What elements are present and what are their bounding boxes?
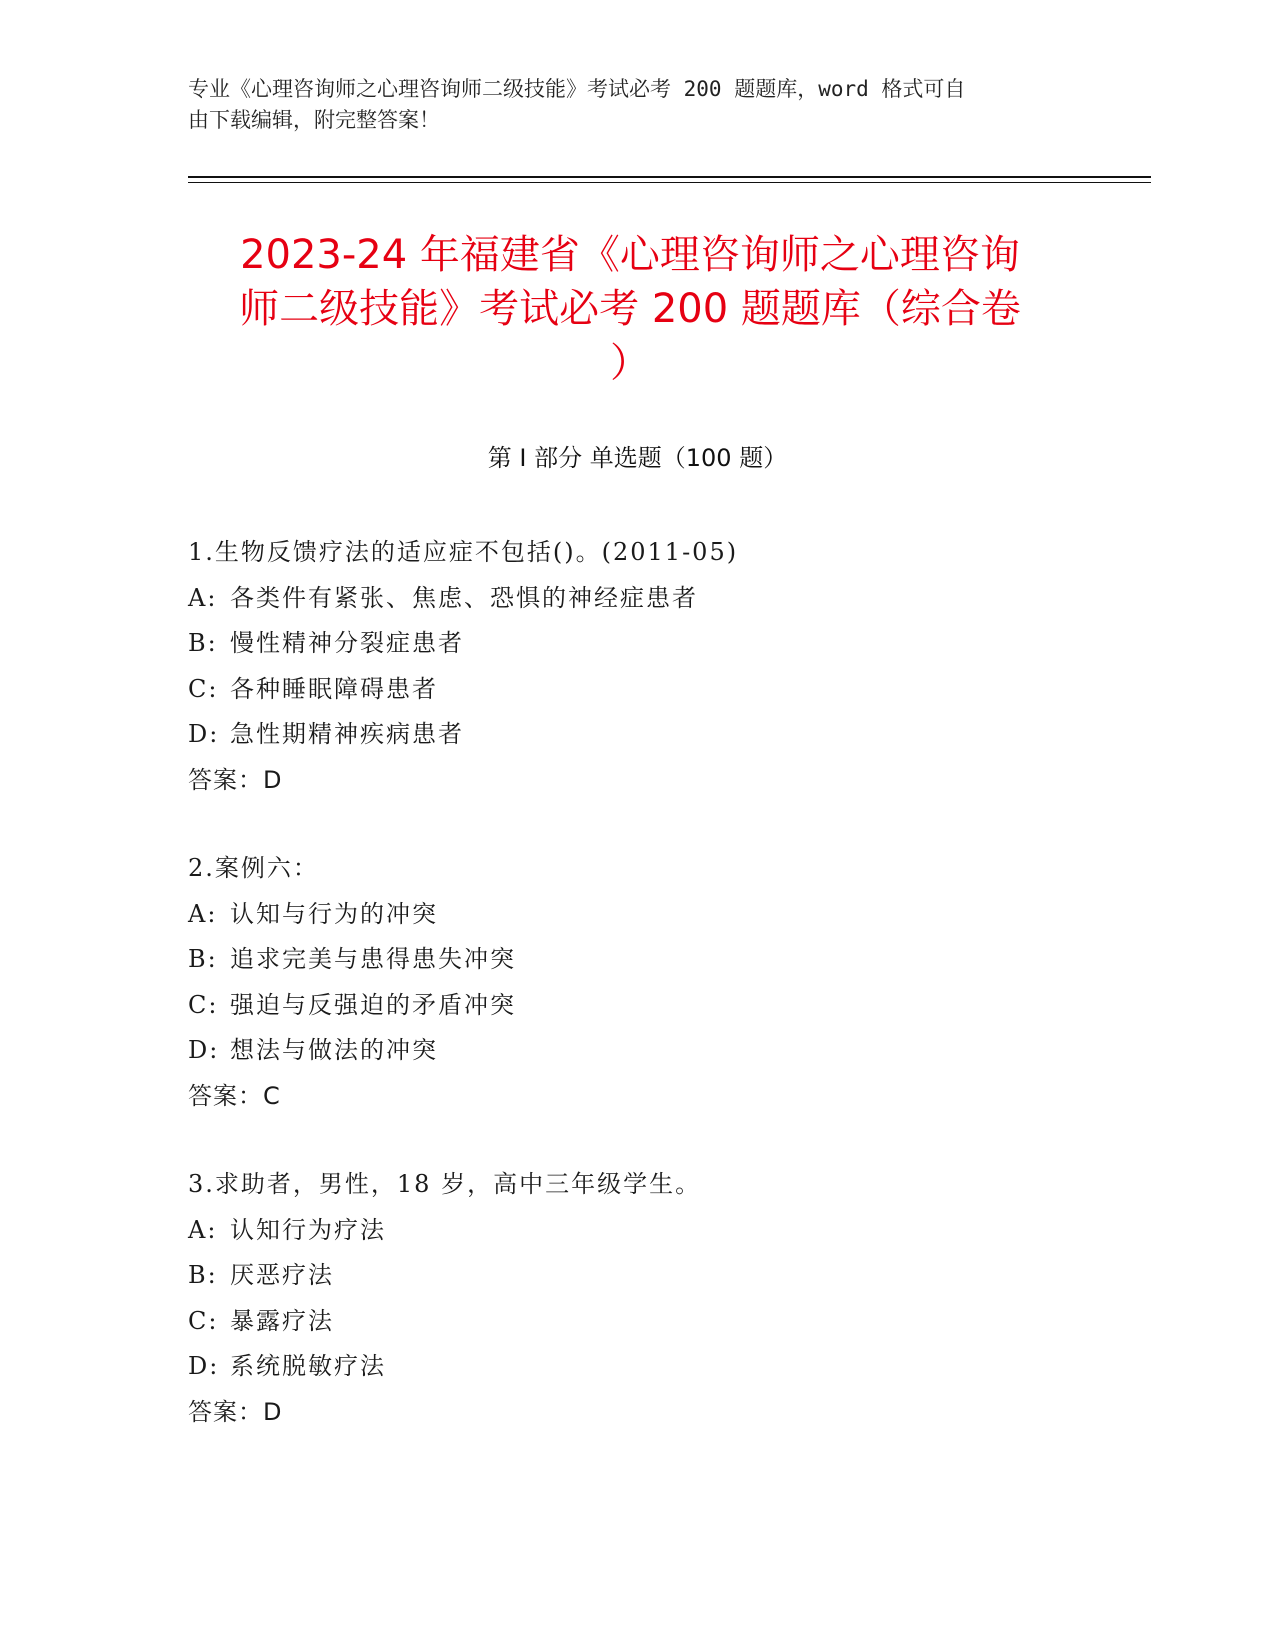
option-c (188, 983, 1088, 1029)
option-a (188, 1208, 1088, 1254)
option-text: 暴露疗法 (230, 1306, 334, 1335)
question-stem: 1.生物反馈疗法的适应症不包括()。(2011-05) (188, 538, 739, 566)
question-list (188, 530, 1088, 1478)
option-text: 想法与做法的冲突 (230, 1036, 438, 1064)
title-line-3: ） (610, 340, 650, 386)
option-letter: D: (188, 1036, 220, 1064)
question-3 (188, 1162, 1088, 1435)
question-stem: 2.案例六： (188, 854, 319, 882)
option-c (188, 1299, 1088, 1345)
option-a (188, 576, 1088, 622)
section-heading: 第 I 部分 单选题（100 题） (487, 444, 788, 472)
option-d (188, 712, 1088, 758)
option-text: 各种睡眠障碍患者 (230, 674, 438, 703)
option-letter: C: (188, 1306, 219, 1335)
header-rule-thin (188, 182, 1151, 183)
option-text: 各类件有紧张、焦虑、恐惧的神经症患者 (230, 583, 698, 612)
option-letter: D: (188, 720, 220, 748)
option-letter: B: (188, 945, 218, 973)
option-d (188, 1028, 1088, 1074)
option-text: 系统脱敏疗法 (230, 1352, 386, 1380)
header-rule-thick (188, 176, 1151, 178)
header-note-line-1: 专业《心理咨询师之心理咨询师二级技能》考试必考 200 题题库，word 格式可自 (188, 77, 966, 101)
question-1 (188, 530, 1088, 803)
option-text: 慢性精神分裂症患者 (230, 629, 464, 657)
answer-line: 答案：C (188, 1081, 281, 1110)
option-letter: A: (188, 899, 218, 928)
option-d (188, 1344, 1088, 1390)
document-title (180, 228, 1080, 390)
title-line-2: 师二级技能》考试必考 200 题题库（综合卷 (239, 286, 1021, 332)
option-b (188, 1253, 1088, 1299)
option-text: 认知行为疗法 (230, 1215, 386, 1244)
option-b (188, 937, 1088, 983)
option-b (188, 621, 1088, 667)
option-text: 追求完美与患得患失冲突 (230, 945, 516, 973)
answer-line: 答案：D (188, 1397, 283, 1426)
option-letter: B: (188, 629, 218, 657)
question-stem: 3.求助者，男性，18 岁，高中三年级学生。 (188, 1170, 702, 1198)
option-letter: C: (188, 990, 219, 1019)
header-note (188, 74, 1068, 136)
option-text: 认知与行为的冲突 (230, 899, 438, 928)
answer-line: 答案：D (188, 765, 283, 794)
question-2 (188, 846, 1088, 1119)
option-letter: A: (188, 1215, 218, 1244)
option-letter: A: (188, 583, 218, 612)
option-letter: D: (188, 1352, 220, 1380)
header-note-line-2: 由下载编辑，附完整答案！ (188, 108, 440, 132)
option-a (188, 892, 1088, 938)
option-letter: C: (188, 674, 219, 703)
option-text: 急性期精神疾病患者 (230, 720, 464, 748)
option-text: 厌恶疗法 (230, 1261, 334, 1289)
option-c (188, 667, 1088, 713)
option-letter: B: (188, 1261, 218, 1289)
title-line-1: 2023-24 年福建省《心理咨询师之心理咨询 (240, 232, 1020, 278)
option-text: 强迫与反强迫的矛盾冲突 (230, 990, 516, 1019)
